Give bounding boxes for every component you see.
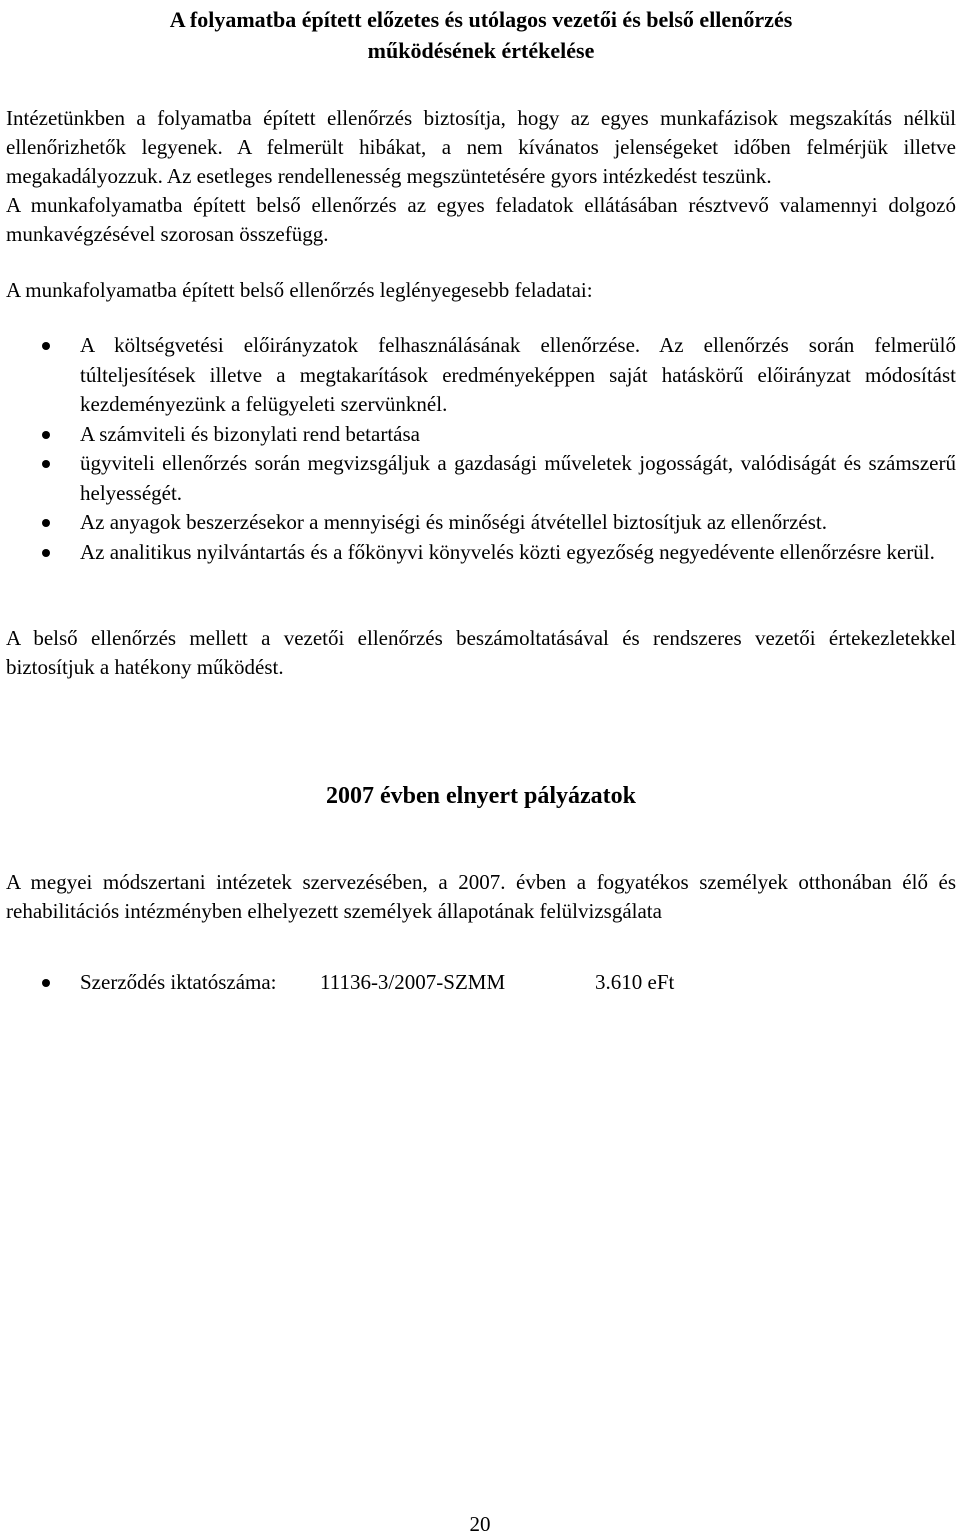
- bullet-icon: [42, 979, 50, 987]
- bullet-icon: [42, 342, 50, 350]
- list-item: [6, 538, 956, 568]
- page-number: 20: [469, 1512, 491, 1536]
- bullet-icon: [42, 549, 50, 557]
- document-title-line-1: A folyamatba épített előzetes és utólagos vezetői és belső ellenőrzés: [169, 7, 793, 32]
- document-title-line-2: működésének értékelése: [367, 38, 595, 63]
- list-item: [6, 420, 956, 450]
- list-item-text: ügyviteli ellenőrzés során megvizsgáljuk a gazdasági műveletek jogosságát, valódiságát és számszerű helyességét.: [80, 451, 956, 505]
- contract-amount: 3.610 eFt: [595, 970, 675, 994]
- intro-paragraph: Intézetünkben a folyamatba épített ellenőrzés biztosítja, hogy az egyes munkafázisok megszakítás nélkül ellenőrizhetők legyenek. A felmerült hibákat, a nem kívánatos jelenségeket időben felmérjük illetve megakadályozzuk. Az esetleges rendellenesség megszüntetésére gyors intézkedést teszünk.: [6, 106, 956, 188]
- list-item: [6, 968, 956, 998]
- grant-paragraph: A megyei módszertani intézetek szervezésében, a 2007. évben a fogyatékos személyek otthonában élő és rehabilitációs intézményben elhelyezett személyek állapotának felülvizsgálata: [6, 870, 956, 923]
- bullet-icon: [42, 431, 50, 439]
- list-item-text: A számviteli és bizonylati rend betartása: [80, 421, 420, 446]
- contract-row: [80, 968, 956, 998]
- closing-paragraph: A belső ellenőrzés mellett a vezetői ellenőrzés beszámoltatásával és rendszeres vezetői értekezletekkel biztosítjuk a hatékony működést.: [6, 626, 956, 679]
- list-item-text: A költségvetési előirányzatok felhasználásának ellenőrzése. Az ellenőrzés során felmerülő túlteljesítések illetve a megtakarítások eredményeképpen saját hatáskörű előirányzat módosítást kezdeményezünk a felügyeleti szervünknél.: [80, 333, 956, 416]
- tasks-lead: A munkafolyamatba épített belső ellenőrzés leglényegesebb feladatai:: [6, 278, 593, 302]
- contract-number: 11136-3/2007-SZMM: [320, 970, 506, 994]
- section-heading: 2007 évben elnyert pályázatok: [326, 783, 636, 809]
- bullet-icon: [42, 460, 50, 468]
- bullet-icon: [42, 519, 50, 527]
- list-item-text: Az analitikus nyilvántartás és a főkönyvi könyvelés közti egyezőség negyedévente ellenőrzésre kerül.: [80, 539, 935, 564]
- list-item-text: Az anyagok beszerzésekor a mennyiségi és minőségi átvétellel biztosítjuk az ellenőrzést.: [80, 510, 827, 534]
- document-title: [6, 0, 956, 66]
- intro-paragraph-2: A munkafolyamatba épített belső ellenőrzés az egyes feladatok ellátásában résztvevő valamennyi dolgozó munkavégzésével szorosan összefügg.: [6, 193, 956, 246]
- contract-list: [6, 968, 956, 998]
- tasks-list: [6, 331, 956, 567]
- contract-label: Szerződés iktatószáma:: [80, 970, 277, 994]
- document-page: [6, 0, 956, 998]
- list-item: [6, 449, 956, 508]
- list-item: [6, 331, 956, 420]
- list-item: [6, 508, 956, 538]
